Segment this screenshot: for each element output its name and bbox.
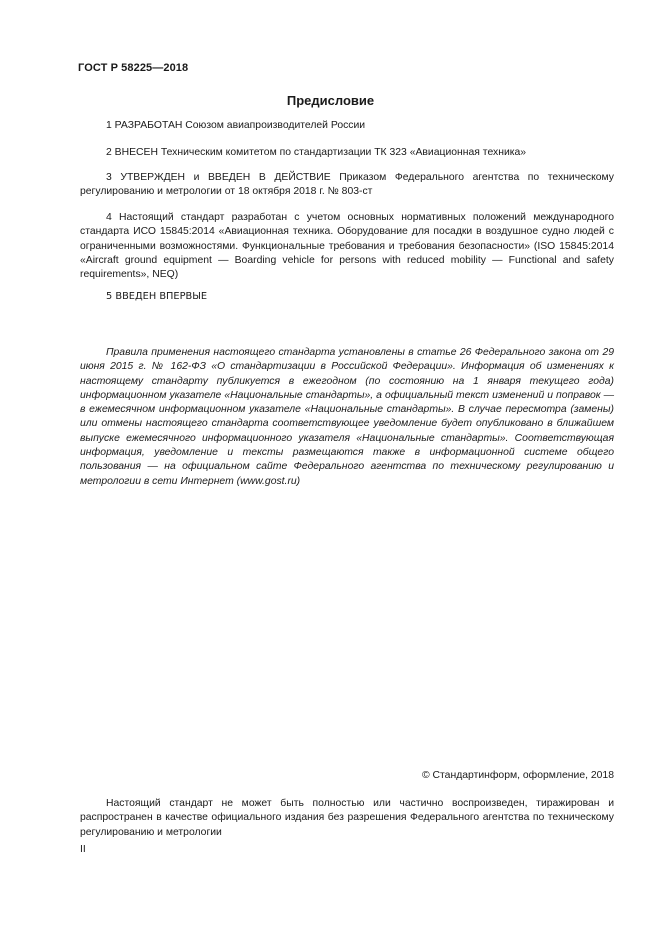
- copyright-line: © Стандартинформ, оформление, 2018: [421, 770, 614, 781]
- foreword-item-4: [80, 211, 614, 282]
- reproduction-rights: [80, 797, 614, 840]
- item-text: ВНЕСЕН Техническим комитетом по стандартизации ТК 323 «Авиационная техника»: [114, 147, 527, 158]
- item-text: ВВЕДЕН ВПЕРВЫЕ: [115, 291, 208, 302]
- item-text: РАЗРАБОТАН Союзом авиапроизводителей России: [114, 120, 366, 131]
- foreword-item-2: [80, 146, 614, 160]
- foreword-item-1: [80, 119, 614, 133]
- standard-id: ГОСТ Р 58225—2018: [78, 62, 189, 74]
- item-number: 2: [106, 147, 112, 158]
- item-number: 4: [106, 212, 112, 223]
- item-number: 1: [106, 120, 112, 131]
- foreword-item-3: [80, 171, 614, 200]
- page-number: II: [80, 844, 86, 855]
- notice-text: Правила применения настоящего стандарта установлены в статье 26 Федерального закона от 29 июня 2015 г. № 162-ФЗ «О стандартизации в Российской Федерации». Информация об изменениях к настоящему стандарту публикуется в ежегодном (по состоянию на 1 января текущего года) информационном указателе «Национальные стандарты», а официальный текст изменений и поправок — в ежемесячном информационном указателе «Национальные стандарты». В случае пересмотра (замены) или отмены настоящего стандарта соответствующее уведомление будет опубликовано в ближайшем выпуске ежемесячного информационного указателя «Национальные стандарты». Соответствующая информация, уведомление и тексты размещаются также в информационной системе общего пользования — на официальном сайте Федерального агентства по техническому регулированию и метрологии в сети Интернет (www.gost.ru): [80, 347, 614, 487]
- page-title: Предисловие: [286, 93, 375, 108]
- foreword-item-5: [80, 290, 614, 304]
- item-number: 5: [106, 291, 113, 302]
- item-number: 3: [106, 172, 112, 183]
- item-text: УТВЕРЖДЕН и ВВЕДЕН В ДЕЙСТВИЕ Приказом Федерального агентства по техническому регулированию и метрологии от 18 октября 2018 г. № 803-ст: [80, 172, 614, 198]
- rights-text: Настоящий стандарт не может быть полностью или частично воспроизведен, тиражирован и распространен в качестве официального издания без разрешения Федерального агентства по техническому регулированию и метрологии: [80, 798, 614, 838]
- item-text: Настоящий стандарт разработан с учетом основных нормативных положений международного стандарта ИСО 15845:2014 «Авиационная техника. Оборудование для посадки в воздушное судно людей с ограниченными возможностями. Функциональные требования и требования безопасности» (ISO 15845:2014 «Aircraft ground equipment — Boarding vehicle for persons with reduced mobility — Functional and safety requirements», NEQ): [80, 212, 614, 281]
- application-notice: [80, 346, 614, 489]
